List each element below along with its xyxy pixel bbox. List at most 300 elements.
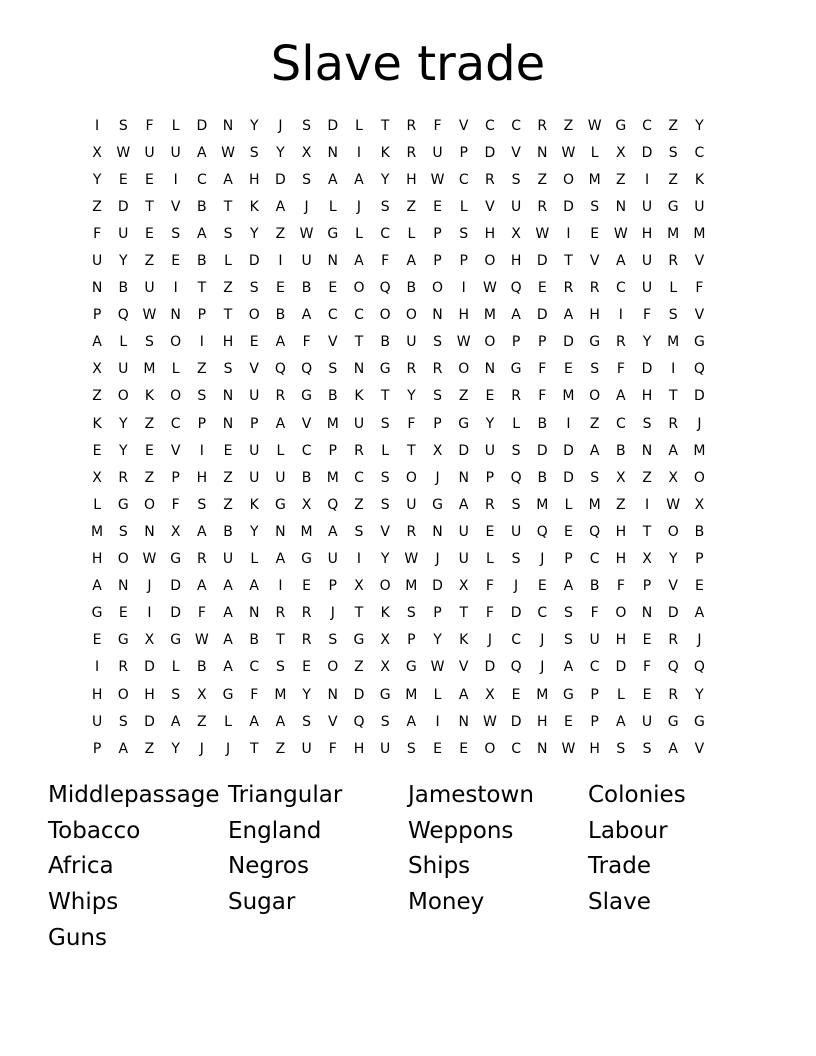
grid-letter: S [145, 334, 154, 351]
grid-letter: A [170, 713, 181, 730]
grid-letter: Z [537, 171, 548, 188]
grid-letter: E [302, 578, 312, 595]
grid-letter: L [171, 117, 180, 134]
grid-letter: M [588, 171, 601, 188]
grid-letter: W [194, 632, 209, 649]
grid-letter: U [641, 713, 653, 730]
grid-letter: M [405, 686, 418, 703]
grid-letter: C [249, 659, 260, 676]
grid-letter: B [223, 523, 233, 540]
grid-letter: L [171, 361, 180, 378]
grid-letter: X [485, 686, 495, 703]
grid-row [84, 193, 713, 220]
grid-letter: T [223, 198, 233, 215]
grid-letter: D [563, 442, 574, 459]
grid-letter: F [590, 605, 599, 622]
grid-letter: D [563, 469, 574, 486]
grid-letter: Z [92, 198, 102, 215]
grid-letter: A [563, 307, 574, 324]
grid-letter: O [405, 307, 417, 324]
grid-letter: N [222, 415, 234, 432]
grid-letter: Q [667, 659, 679, 676]
grid-letter: G [693, 713, 705, 730]
grid-letter: B [380, 334, 390, 351]
grid-letter: Z [223, 469, 233, 486]
grid-letter: V [327, 334, 338, 351]
grid-letter: Z [144, 415, 155, 432]
grid-letter: N [170, 307, 181, 324]
grid-letter: H [484, 225, 496, 242]
grid-letter: E [223, 442, 233, 459]
grid-letter: C [170, 415, 181, 432]
grid-letter: F [328, 740, 337, 757]
grid-letter: C [458, 171, 469, 188]
grid-letter: C [511, 632, 521, 649]
grid-letter: P [407, 632, 416, 649]
grid-letter: L [486, 551, 494, 568]
grid-letter: D [536, 442, 548, 459]
grid-letter: U [118, 225, 129, 242]
grid-letter: U [353, 415, 365, 432]
grid-letter: H [589, 307, 600, 324]
grid-letter: U [432, 144, 443, 161]
grid-letter: Y [119, 253, 128, 270]
grid-letter: U [275, 469, 286, 486]
grid-letter: X [511, 225, 521, 242]
grid-letter: A [275, 415, 286, 432]
grid-letter: X [354, 578, 364, 595]
grid-letter: T [642, 523, 652, 540]
grid-letter: A [616, 713, 626, 730]
grid-letter: F [197, 605, 206, 622]
grid-letter: V [458, 117, 469, 134]
grid-letter: M [143, 361, 156, 378]
grid-letter: D [641, 144, 653, 161]
grid-letter: F [616, 361, 625, 378]
grid-letter: X [642, 551, 652, 568]
grid-letter: S [433, 388, 442, 405]
grid-letter: D [144, 713, 155, 730]
grid-letter: R [615, 334, 626, 351]
grid-letter: X [380, 632, 390, 649]
grid-letter: A [616, 388, 626, 405]
grid-letter: G [510, 361, 522, 378]
grid-letter: R [301, 632, 312, 649]
grid-letter: Q [327, 496, 339, 513]
grid-letter: O [143, 496, 155, 513]
grid-letter: H [641, 225, 653, 242]
grid-letter: O [484, 253, 496, 270]
grid-letter: U [641, 198, 653, 215]
grid-letter: H [510, 253, 522, 270]
grid-letter: N [641, 442, 653, 459]
grid-letter: R [485, 496, 495, 513]
grid-letter: A [458, 496, 469, 513]
grid-letter: V [668, 578, 678, 595]
grid-letter: Z [668, 117, 679, 134]
grid-letter: Z [197, 361, 207, 378]
grid-letter: H [615, 551, 627, 568]
grid-letter: X [92, 469, 102, 486]
grid-letter: T [564, 253, 573, 270]
grid-letter: F [695, 280, 704, 297]
grid-letter: S [380, 496, 390, 513]
grid-letter: R [537, 117, 548, 134]
grid-letter: O [484, 334, 496, 351]
grid-letter: J [540, 632, 545, 649]
grid-letter: A [223, 171, 233, 188]
grid-letter: L [512, 415, 520, 432]
grid-letter: W [116, 144, 131, 161]
grid-letter: Z [197, 713, 207, 730]
grid-row [84, 329, 713, 356]
grid-letter: C [615, 280, 626, 297]
grid-letter: M [693, 442, 706, 459]
grid-letter: I [618, 307, 623, 324]
grid-letter: T [407, 442, 416, 459]
grid-letter: P [197, 415, 207, 432]
grid-letter: Q [117, 307, 129, 324]
grid-letter: R [275, 605, 286, 622]
grid-letter: S [380, 713, 390, 730]
grid-letter: U [170, 144, 181, 161]
grid-letter: R [406, 361, 417, 378]
grid-letter: N [641, 605, 653, 622]
grid-letter: V [170, 198, 181, 215]
grid-letter: R [406, 117, 417, 134]
grid-letter: Y [380, 171, 390, 188]
grid-letter: Z [458, 388, 469, 405]
grid-letter: U [694, 198, 705, 215]
grid-letter: U [510, 198, 522, 215]
grid-letter: F [171, 496, 180, 513]
grid-letter: C [354, 307, 364, 324]
grid-letter: V [694, 253, 705, 270]
grid-letter: X [92, 361, 102, 378]
grid-letter: O [484, 740, 496, 757]
grid-letter: S [171, 686, 181, 703]
grid-letter: Q [379, 280, 391, 297]
grid-letter: R [589, 280, 600, 297]
grid-letter: T [459, 605, 468, 622]
grid-letter: Q [510, 469, 522, 486]
grid-letter: U [641, 253, 653, 270]
word-list-item: Colonies [588, 782, 686, 808]
grid-letter: B [118, 280, 129, 297]
grid-letter: F [250, 686, 259, 703]
grid-letter: P [511, 334, 521, 351]
grid-letter: N [432, 307, 443, 324]
grid-letter: A [354, 171, 364, 188]
grid-letter: U [641, 280, 653, 297]
grid-letter: E [564, 361, 573, 378]
grid-letter: X [616, 469, 626, 486]
grid-letter: E [694, 578, 704, 595]
grid-letter: S [642, 740, 652, 757]
grid-letter: O [667, 523, 679, 540]
grid-letter: C [615, 415, 626, 432]
grid-letter: O [458, 361, 470, 378]
grid-letter: Z [144, 740, 155, 757]
grid-letter: Q [510, 659, 522, 676]
grid-letter: E [433, 740, 442, 757]
grid-letter: B [406, 280, 417, 297]
grid-letter: A [301, 307, 312, 324]
grid-letter: G [91, 605, 103, 622]
grid-letter: H [615, 523, 627, 540]
grid-letter: I [356, 551, 362, 568]
grid-letter: I [199, 442, 204, 459]
grid-letter: R [668, 686, 679, 703]
grid-row [84, 708, 713, 735]
grid-letter: G [693, 334, 705, 351]
grid-letter: F [643, 659, 652, 676]
grid-letter: O [562, 171, 574, 188]
grid-letter: X [668, 469, 679, 486]
grid-letter: W [482, 280, 497, 297]
grid-letter: T [354, 334, 364, 351]
grid-letter: A [354, 253, 364, 270]
grid-row [84, 247, 713, 274]
grid-letter: V [458, 659, 469, 676]
grid-letter: D [667, 605, 679, 622]
grid-letter: O [615, 605, 627, 622]
grid-letter: L [276, 442, 285, 459]
grid-letter: K [144, 388, 155, 405]
grid-letter: S [249, 280, 259, 297]
grid-letter: T [223, 307, 233, 324]
grid-letter: Z [223, 496, 233, 513]
grid-row [84, 546, 713, 573]
grid-row [84, 735, 713, 762]
grid-letter: H [589, 740, 600, 757]
grid-letter: Z [563, 117, 574, 134]
grid-letter: E [537, 280, 547, 297]
grid-letter: I [644, 171, 650, 188]
grid-letter: G [667, 713, 679, 730]
grid-letter: D [458, 442, 470, 459]
grid-letter: F [643, 307, 652, 324]
grid-letter: R [432, 361, 443, 378]
grid-letter: A [406, 253, 417, 270]
grid-letter: J [225, 740, 231, 757]
grid-letter: W [456, 334, 471, 351]
grid-letter: N [537, 740, 548, 757]
grid-letter: N [248, 605, 260, 622]
grid-letter: X [170, 523, 181, 540]
grid-letter: I [461, 280, 466, 297]
grid-letter: H [615, 632, 627, 649]
grid-letter: G [117, 496, 129, 513]
grid-letter: N [144, 523, 155, 540]
grid-letter: E [302, 659, 312, 676]
grid-letter: F [93, 225, 102, 242]
word-list-item: Ships [408, 853, 471, 880]
grid-letter: E [145, 171, 154, 188]
grid-letter: F [433, 117, 442, 134]
grid-letter: D [117, 198, 129, 215]
grid-letter: R [275, 388, 286, 405]
grid-letter: B [301, 280, 312, 297]
grid-letter: Y [407, 388, 416, 405]
grid-letter: G [379, 686, 391, 703]
grid-letter: J [487, 632, 492, 649]
grid-letter: U [327, 551, 338, 568]
grid-letter: W [404, 551, 419, 568]
grid-letter: I [95, 659, 100, 676]
grid-letter: I [671, 361, 676, 378]
grid-letter: B [197, 198, 207, 215]
grid-letter: B [301, 469, 312, 486]
grid-letter: H [91, 686, 103, 703]
grid-letter: F [538, 361, 547, 378]
word-list-item: Slave [588, 889, 651, 916]
grid-row [84, 302, 713, 329]
grid-letter: A [118, 740, 129, 757]
word-list-item: Weppons [408, 817, 514, 844]
grid-letter: Z [223, 280, 233, 297]
grid-letter: U [249, 442, 260, 459]
grid-letter: U [144, 280, 155, 297]
grid-letter: X [301, 496, 312, 513]
grid-letter: T [380, 388, 390, 405]
grid-letter: R [406, 523, 417, 540]
grid-letter: Q [693, 659, 705, 676]
grid-letter: G [274, 496, 286, 513]
grid-letter: Q [589, 523, 601, 540]
word-list-item: England [228, 817, 322, 844]
grid-letter: U [589, 632, 600, 649]
grid-letter: S [118, 523, 128, 540]
grid-letter: S [275, 659, 285, 676]
grid-letter: O [353, 280, 365, 297]
page-title: Slave trade [270, 36, 546, 92]
grid-row [84, 654, 713, 681]
word-list-item: Labour [588, 817, 668, 844]
grid-letter: J [697, 415, 702, 432]
grid-letter: A [197, 578, 207, 595]
grid-letter: R [511, 388, 521, 405]
grid-letter: B [327, 388, 338, 405]
grid-letter: S [302, 171, 312, 188]
grid-letter: I [147, 605, 152, 622]
grid-letter: W [561, 740, 576, 757]
grid-row [84, 410, 713, 437]
grid-letter: V [694, 740, 705, 757]
grid-letter: S [302, 117, 312, 134]
grid-letter: W [587, 117, 602, 134]
grid-letter: S [668, 307, 678, 324]
grid-letter: D [170, 578, 182, 595]
grid-letter: C [196, 171, 207, 188]
grid-letter: A [511, 307, 521, 324]
grid-letter: Q [353, 713, 365, 730]
grid-letter: S [328, 361, 338, 378]
grid-letter: N [537, 144, 548, 161]
grid-letter: M [91, 523, 104, 540]
grid-letter: A [668, 442, 678, 459]
grid-letter: K [249, 198, 259, 215]
grid-letter: Z [589, 415, 600, 432]
grid-letter: P [459, 144, 468, 161]
grid-letter: A [197, 523, 207, 540]
grid-row [84, 275, 713, 302]
grid-letter: V [485, 198, 495, 215]
grid-letter: V [327, 713, 338, 730]
grid-letter: B [275, 307, 286, 324]
grid-letter: R [406, 144, 417, 161]
grid-letter: O [117, 686, 129, 703]
grid-letter: Y [695, 686, 704, 703]
grid-letter: X [458, 578, 469, 595]
grid-letter: B [249, 632, 260, 649]
grid-letter: U [301, 253, 312, 270]
grid-letter: D [536, 307, 548, 324]
grid-letter: K [249, 496, 259, 513]
grid-letter: D [510, 713, 522, 730]
grid-letter: S [406, 605, 416, 622]
grid-letter: E [433, 198, 442, 215]
grid-row [84, 573, 713, 600]
grid-letter: D [484, 144, 496, 161]
grid-letter: D [275, 171, 286, 188]
grid-letter: C [301, 442, 312, 459]
grid-letter: H [144, 686, 155, 703]
word-list-item: Tobacco [48, 817, 141, 844]
grid-letter: G [432, 496, 443, 513]
grid-letter: K [354, 388, 364, 405]
grid-letter: H [537, 713, 548, 730]
grid-row [84, 464, 713, 491]
grid-letter: C [589, 659, 600, 676]
grid-letter: U [458, 523, 469, 540]
grid-row [84, 627, 713, 654]
grid-letter: S [223, 361, 233, 378]
grid-letter: E [92, 632, 102, 649]
grid-letter: P [433, 225, 442, 242]
grid-letter: O [379, 578, 391, 595]
grid-letter: T [354, 605, 364, 622]
grid-letter: M [536, 496, 549, 513]
grid-letter: N [327, 686, 339, 703]
grid-letter: Y [119, 442, 128, 459]
grid-letter: U [406, 334, 417, 351]
grid-letter: H [91, 551, 103, 568]
grid-letter: N [275, 523, 286, 540]
grid-letter: J [540, 659, 545, 676]
grid-letter: V [301, 415, 312, 432]
grid-letter: L [93, 496, 101, 513]
grid-letter: M [562, 388, 575, 405]
grid-letter: Z [642, 469, 652, 486]
grid-letter: Y [249, 523, 259, 540]
grid-letter: D [353, 686, 365, 703]
grid-letter: B [537, 415, 548, 432]
grid-letter: A [458, 686, 469, 703]
grid-letter: T [380, 117, 390, 134]
grid-letter: E [92, 442, 102, 459]
grid-letter: M [693, 225, 706, 242]
grid-letter: A [223, 605, 233, 622]
grid-letter: A [327, 171, 338, 188]
grid-letter: Y [642, 334, 652, 351]
grid-letter: W [666, 496, 681, 513]
grid-letter: P [695, 551, 704, 568]
grid-letter: E [118, 171, 128, 188]
grid-letter: A [249, 713, 259, 730]
grid-letter: O [693, 469, 705, 486]
word-list-item: Money [408, 889, 485, 916]
